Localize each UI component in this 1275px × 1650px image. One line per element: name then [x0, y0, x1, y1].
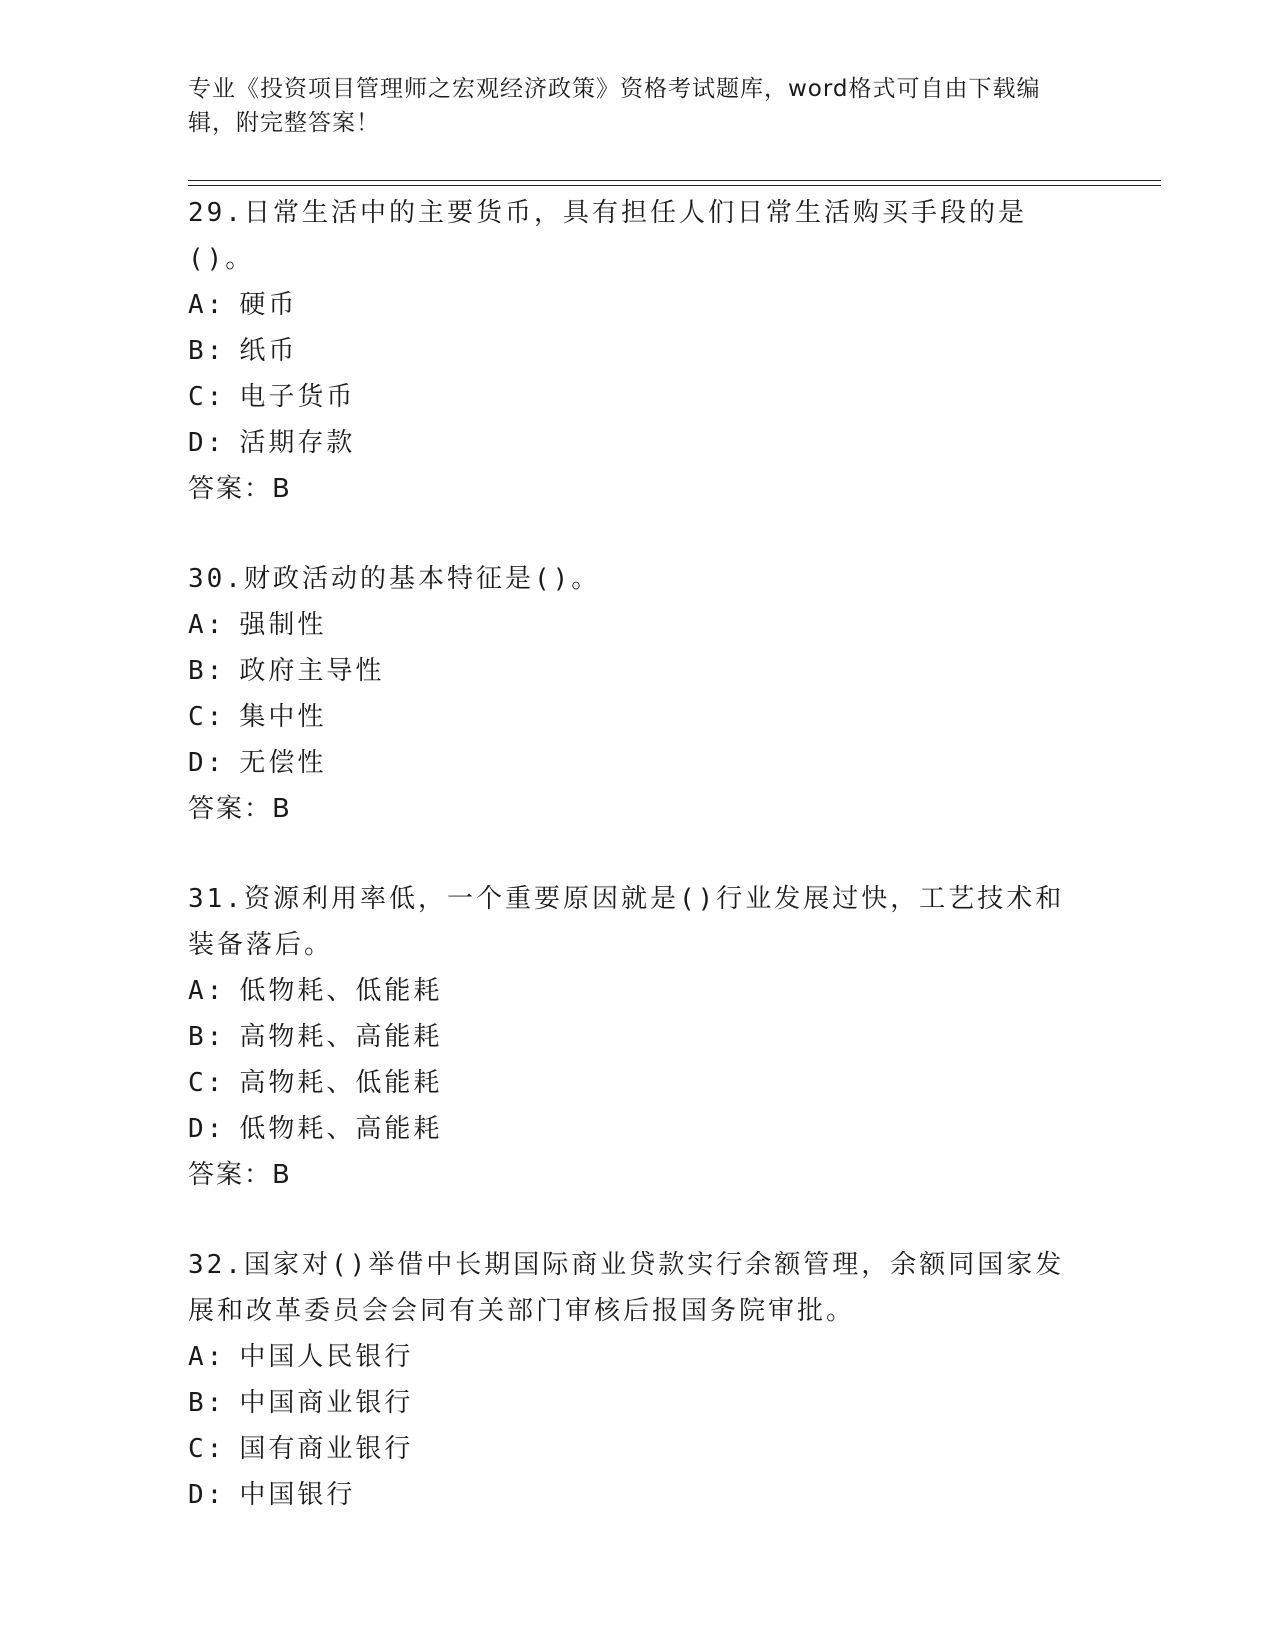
option-a: [188, 1334, 1088, 1380]
document-header: [188, 72, 1078, 140]
option-d: [188, 420, 1088, 466]
option-letter: A:: [188, 610, 226, 640]
question-stem: 29.日常生活中的主要货币，具有担任人们日常生活购买手段的是()。: [188, 198, 1027, 274]
option-letter: D:: [188, 748, 226, 778]
option-text: 国有商业银行: [239, 1434, 414, 1464]
question-32: [188, 1242, 1088, 1518]
option-text: 强制性: [239, 610, 327, 640]
answer-line: 答案：B: [188, 474, 292, 504]
option-letter: C:: [188, 702, 226, 732]
option-text: 纸币: [239, 336, 298, 366]
question-list: [188, 190, 1088, 1562]
option-letter: C:: [188, 1068, 226, 1098]
question-stem: 30.财政活动的基本特征是()。: [188, 564, 601, 594]
option-a: [188, 602, 1088, 648]
option-text: 政府主导性: [239, 656, 385, 686]
option-text: 中国银行: [239, 1480, 356, 1510]
option-letter: A:: [188, 1342, 226, 1372]
option-text: 电子货币: [239, 382, 356, 412]
option-letter: B:: [188, 656, 226, 686]
option-text: 集中性: [239, 702, 327, 732]
question-stem: 31.资源利用率低，一个重要原因就是()行业发展过快，工艺技术和装备落后。: [188, 884, 1065, 960]
question-30: [188, 556, 1088, 832]
option-letter: B:: [188, 1388, 226, 1418]
option-letter: D:: [188, 1480, 226, 1510]
option-d: [188, 1106, 1088, 1152]
option-b: [188, 1380, 1088, 1426]
option-c: [188, 694, 1088, 740]
option-c: [188, 374, 1088, 420]
option-letter: D:: [188, 1114, 226, 1144]
question-stem: 32.国家对()举借中长期国际商业贷款实行余额管理，余额同国家发展和改革委员会会同有关部门审核后报国务院审批。: [188, 1250, 1065, 1326]
option-text: 中国人民银行: [239, 1342, 414, 1372]
option-text: 低物耗、高能耗: [239, 1114, 443, 1144]
option-letter: A:: [188, 290, 226, 320]
option-text: 硬币: [239, 290, 298, 320]
option-a: [188, 968, 1088, 1014]
option-text: 无偿性: [239, 748, 327, 778]
option-c: [188, 1060, 1088, 1106]
question-29: [188, 190, 1088, 512]
header-divider-bottom: [188, 185, 1161, 186]
option-letter: C:: [188, 1434, 226, 1464]
header-line-1: 专业《投资项目管理师之宏观经济政策》资格考试题库，word格式可自由下载编: [188, 76, 1041, 102]
question-31: [188, 876, 1088, 1198]
option-d: [188, 1472, 1088, 1518]
option-a: [188, 282, 1088, 328]
option-c: [188, 1426, 1088, 1472]
answer-line: 答案：B: [188, 1160, 292, 1190]
option-letter: A:: [188, 976, 226, 1006]
header-divider-top: [188, 180, 1161, 181]
option-b: [188, 648, 1088, 694]
option-text: 活期存款: [239, 428, 356, 458]
option-letter: B:: [188, 336, 226, 366]
option-text: 低物耗、低能耗: [239, 976, 443, 1006]
option-d: [188, 740, 1088, 786]
option-b: [188, 328, 1088, 374]
option-letter: B:: [188, 1022, 226, 1052]
answer-line: 答案：B: [188, 794, 292, 824]
option-text: 高物耗、低能耗: [239, 1068, 443, 1098]
option-letter: C:: [188, 382, 226, 412]
option-text: 高物耗、高能耗: [239, 1022, 443, 1052]
option-text: 中国商业银行: [239, 1388, 414, 1418]
option-letter: D:: [188, 428, 226, 458]
header-line-2: 辑，附完整答案！: [188, 110, 380, 136]
option-b: [188, 1014, 1088, 1060]
